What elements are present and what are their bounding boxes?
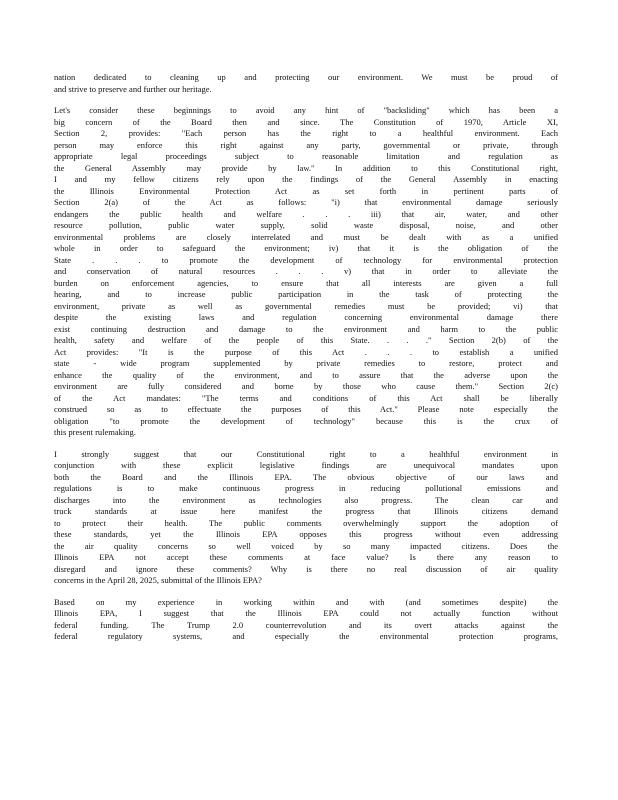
text-line: hearing, and to increase public participation in the task of protecting the bbox=[54, 289, 558, 299]
text-line: environmental problems are closely interrelated and must be dealt with as a unified bbox=[54, 231, 558, 242]
text-line: exist continuing destruction and damage to the environment and harm to the public bbox=[54, 323, 558, 334]
text-line: and strive to preserve and further our heritage. bbox=[54, 83, 212, 94]
text-line: the General Assembly may provide by law." In addition to this Constitutional right, bbox=[54, 162, 558, 173]
text-line: state - wide program supplemented by private remedies to restore, protect and bbox=[54, 358, 558, 368]
text-line: disregard and ignore these comments? Why is there no real discussion of air quality bbox=[54, 563, 558, 574]
text-line: these standards, yet the Illinois EPA opposes this progress without even addressing bbox=[54, 529, 558, 539]
text-line: the Illinois Environmental Protection Act as set forth in pertinent parts of bbox=[54, 185, 558, 196]
text-line: federal funding. The Trump 2.0 counterrevolution and its overt attacks against the bbox=[54, 619, 558, 630]
text-line: truck standards at issue here manifest the progress that Illinois citizens demand bbox=[54, 506, 558, 516]
document-page bbox=[54, 72, 558, 653]
text-line: despite the existing laws and regulation concerning environmental damage there bbox=[54, 312, 558, 322]
paragraph bbox=[54, 449, 558, 587]
text-line: of the Act mandates: "The terms and conditions of this Act shall be liberally bbox=[54, 392, 558, 403]
text-line: both the Board and the Illinois EPA. The obvious objective of our laws and bbox=[54, 471, 558, 482]
text-line: nation dedicated to cleaning up and protecting our environment. We must be proud of bbox=[54, 72, 558, 82]
text-line: big concern of the Board then and since. The Constitution of 1970, Article XI, bbox=[54, 116, 558, 127]
text-line: resource pollution, public water supply, solid waste disposal, noise, and other bbox=[54, 220, 558, 230]
text-line: appropriate legal proceedings subject to reasonable limitation and regulation as bbox=[54, 151, 558, 161]
text-line: whole in order to safeguard the environment; iv) that it is the obligation of the bbox=[54, 243, 558, 253]
text-line: discharges into the environment as technologies also progress. The clean car and bbox=[54, 494, 558, 505]
text-line: and conservation of natural resources . . . v) that in order to alleviate the bbox=[54, 266, 558, 276]
text-line: I strongly suggest that our Constitutional right to a healthful environment in bbox=[54, 448, 558, 459]
text-line: endangers the public health and welfare . . . iii) that air, water, and other bbox=[54, 208, 558, 219]
text-line: Based on my experience in working within and with (and sometimes despite) the bbox=[54, 596, 558, 607]
paragraph bbox=[54, 105, 558, 439]
text-line: obligation "to promote the development of technology" because this is the crux of bbox=[54, 415, 558, 426]
text-line: Let's consider these beginnings to avoid any hint of "backsliding" which has been a bbox=[54, 105, 558, 115]
text-line: conjunction with these explicit legislative findings are unequivocal mandates upon bbox=[54, 460, 558, 470]
text-line: construed so as to effectuate the purposes of this Act." Please note especially the bbox=[54, 404, 558, 414]
text-line: Illinois EPA not accept these comments at face value? Is there any reason to bbox=[54, 552, 558, 562]
text-line: health, safety and welfare of the people of this State. . . ." Section 2(b) of the bbox=[54, 335, 558, 345]
text-line: concerns in the April 28, 2025, submittal of the Illinois EPA? bbox=[54, 575, 262, 585]
text-line: Section 2, provides: "Each person has the right to a healthful environment. Each bbox=[54, 128, 558, 138]
paragraph bbox=[54, 597, 558, 643]
text-line: I and my fellow citizens rely upon the findings of the General Assembly in enacting bbox=[54, 174, 558, 184]
text-line: to protect their health. The public comments overwhelmingly support the adoption of bbox=[54, 517, 558, 528]
text-line: Illinois EPA, I suggest that the Illinois EPA could not actually function without bbox=[54, 608, 558, 618]
text-line: environment are fully considered and borne by those who cause them." Section 2(c) bbox=[54, 381, 558, 391]
text-line: Act provides: "It is the purpose of this Act . . . to establish a unified bbox=[54, 346, 558, 357]
text-line: enhance the quality of the environment, and to assure that the adverse upon the bbox=[54, 369, 558, 380]
text-line: this present rulemaking. bbox=[54, 427, 136, 437]
text-line: burden on enforcement agencies, to ensure that all interests are given a full bbox=[54, 277, 558, 288]
text-line: federal regulatory systems, and especially the environmental protection programs, bbox=[54, 631, 558, 641]
text-line: regulations is to make continuous progress in reducing pollutional emissions and bbox=[54, 483, 558, 493]
text-line: environment, private as well as governmental remedies must be provided; vi) that bbox=[54, 300, 558, 311]
text-line: person may enforce this right against any party, governmental or private, through bbox=[54, 139, 558, 150]
text-line: the air quality concerns so well voiced by so many impacted citizens. Does the bbox=[54, 540, 558, 551]
paragraph bbox=[54, 72, 558, 95]
text-line: Section 2(a) of the Act as follows: "i) that environmental damage seriously bbox=[54, 197, 558, 207]
text-line: State . . . to promote the development of technology for environmental protection bbox=[54, 254, 558, 265]
